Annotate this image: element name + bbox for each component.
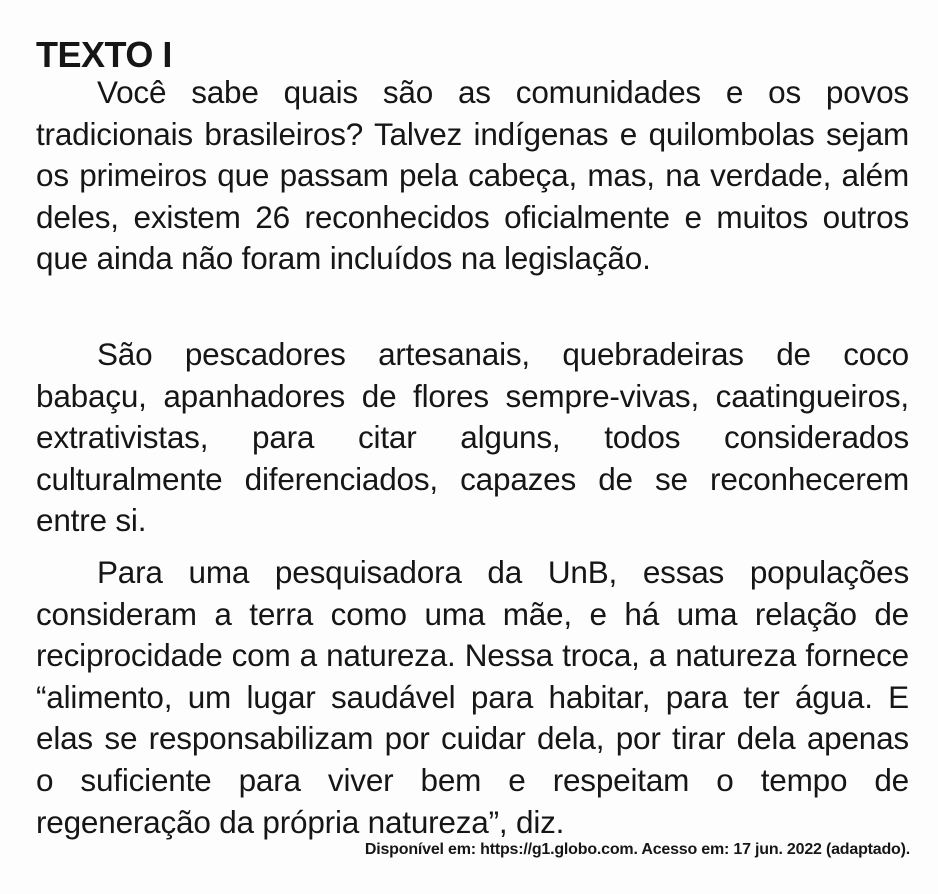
paragraph-1: Você sabe quais são as comunidades e os povos tradicionais brasileiros? Talvez indígenas e quilombolas sejam os primeiros que passam pela cabeça, mas, na verdade, além deles, existem 26 reconhecidos oficialmente e muitos outros que ainda não foram incluídos na legislação. [36,74,909,277]
paragraph-2: São pescadores artesanais, quebradeiras de coco babaçu, apanhadores de flores sempre-vivas, caatingueiros, extrativistas, para citar alguns, todos considerados culturalmente diferenciados, capazes de se reconhecerem entre si. [36,336,909,539]
source-citation: Disponível em: https://g1.globo.com. Acesso em: 17 jun. 2022 (adaptado). [364,841,910,858]
paragraph-3: Para uma pesquisadora da UnB, essas populações consideram a terra como uma mãe, e há uma relação de reciprocidade com a natureza. Nessa troca, a natureza fornece “alimento, um lugar saudável para habitar, para ter água. E elas se responsabilizam por cuidar dela, por tirar dela apenas o suficiente para viver bem e respeitam o tempo de regeneração da própria natureza”, diz. [36,554,909,840]
text-title: TEXTO I [36,34,172,75]
